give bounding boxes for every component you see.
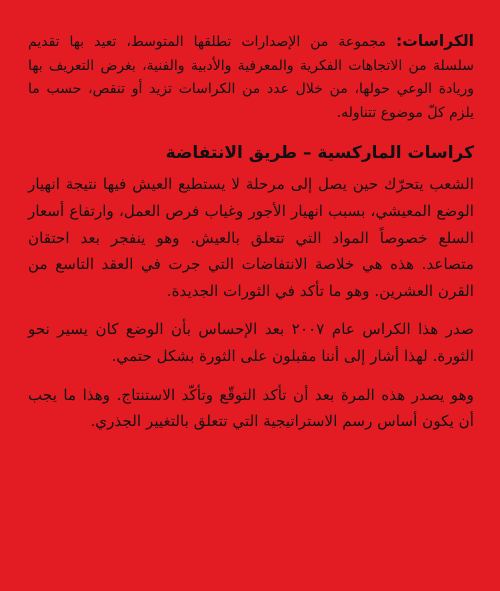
intro-lead-term: الكراسات: xyxy=(396,32,474,50)
section-title: كراسات الماركسية – طريق الانتفاضة xyxy=(165,143,474,164)
intro-text: مجموعة من الإصدارات تطلقها المتوسط، تعيد بها تقديم سلسلة من الاتجاهات الفكرية والمعرفية والأدبية والفنية، بغرض التعريف بها وريادة الوعي حولها، من خلال عدد من الكراسات تزيد أو تنقص، حسب ما يلزم كلّ موضوع تتناوله. xyxy=(28,34,474,121)
body-paragraph-2: صدر هذا الكراس عام ٢٠٠٧ بعد الإحساس بأن الوضع كان يسير نحو الثورة. لهذا أشار إلى أننا مقبلون على الثورة بشكل حتمي. xyxy=(28,320,474,365)
body-paragraph-3: وهو يصدر هذه المرة بعد أن تأكد التوقّع وتأكّد الاستنتاج. وهذا ما يجب أن يكون أساس رسم الاستراتيجية التي تتعلق بالتغيير الجذري. xyxy=(28,385,474,431)
body-paragraph-1: الشعب يتحرّك حين يصل إلى مرحلة لا يستطيع العيش فيها نتيجة انهيار الوضع المعيشي، بسبب انهيار الأجور وغياب فرص العمل، وارتفاع أسعار السلع خصوصاً المواد التي تتعلق بالعيش. وهو ينفجر بعد احتقان متصاعد. هذه هي خلاصة الانتفاضات التي جرت في العقد التاسع من القرن العشرين. وهو ما تأكد في الثورات الجديدة. xyxy=(28,175,474,300)
intro-paragraph xyxy=(28,30,474,125)
